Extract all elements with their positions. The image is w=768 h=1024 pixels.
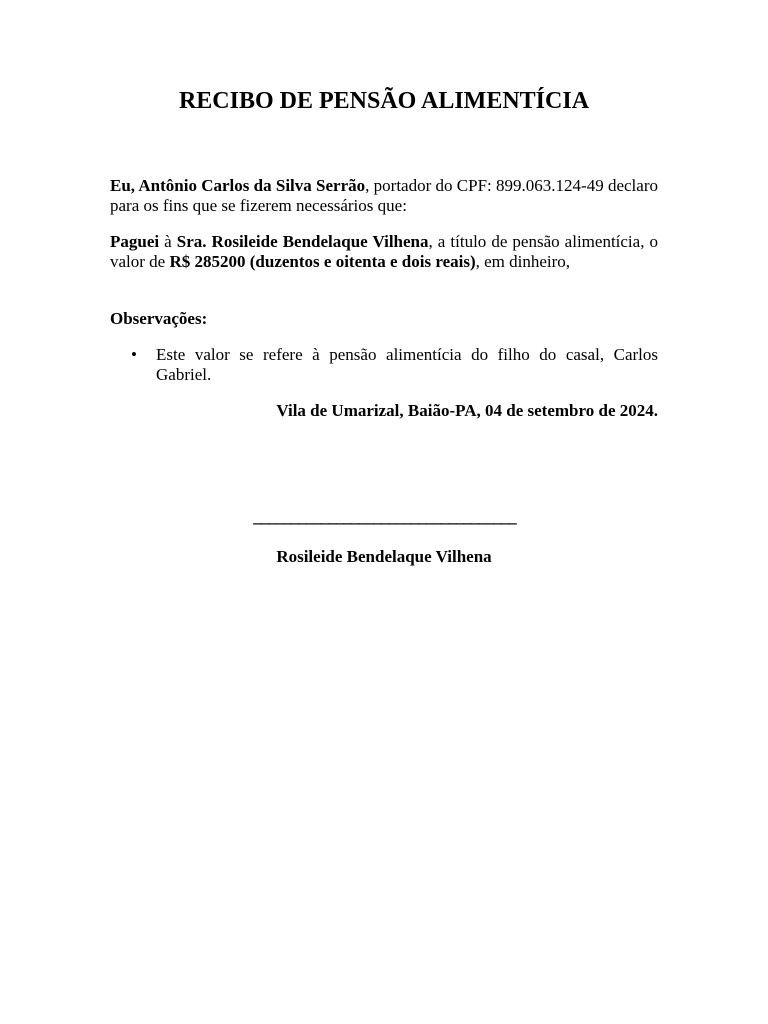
bullet-icon: • bbox=[131, 345, 137, 364]
signatory-name: Rosileide Bendelaque Vilhena bbox=[276, 547, 492, 566]
declaration-paragraph bbox=[110, 176, 658, 216]
observations-heading: Observações: bbox=[110, 309, 208, 328]
payment-text-a: à bbox=[159, 232, 177, 251]
payee-name: Sra. Rosileide Bendelaque Vilhena bbox=[176, 232, 429, 251]
payment-text-b: , a título de pensão alimentícia, o valor de bbox=[110, 232, 658, 271]
signature-line: ___________________________________ bbox=[253, 507, 516, 526]
list-item bbox=[110, 345, 658, 385]
declaration-text: , portador do CPF: 899.063.124-49 declaro para os fins que se fizerem necessários que: bbox=[110, 176, 658, 215]
payment-text-c: , em dinheiro, bbox=[475, 252, 571, 271]
observations-list bbox=[110, 345, 658, 385]
document-title: RECIBO DE PENSÃO ALIMENTÍCIA bbox=[178, 88, 590, 114]
declarant-name: Eu, Antônio Carlos da Silva Serrão bbox=[110, 176, 366, 195]
payment-paragraph bbox=[110, 232, 658, 272]
place-and-date: Vila de Umarizal, Baião-PA, 04 de setembro de 2024. bbox=[276, 401, 658, 420]
payment-amount: R$ 285200 (duzentos e oitenta e dois reais) bbox=[169, 252, 476, 271]
payment-verb: Paguei bbox=[110, 232, 160, 251]
observation-text: Este valor se refere à pensão alimentícia do filho do casal, Carlos Gabriel. bbox=[156, 345, 658, 384]
